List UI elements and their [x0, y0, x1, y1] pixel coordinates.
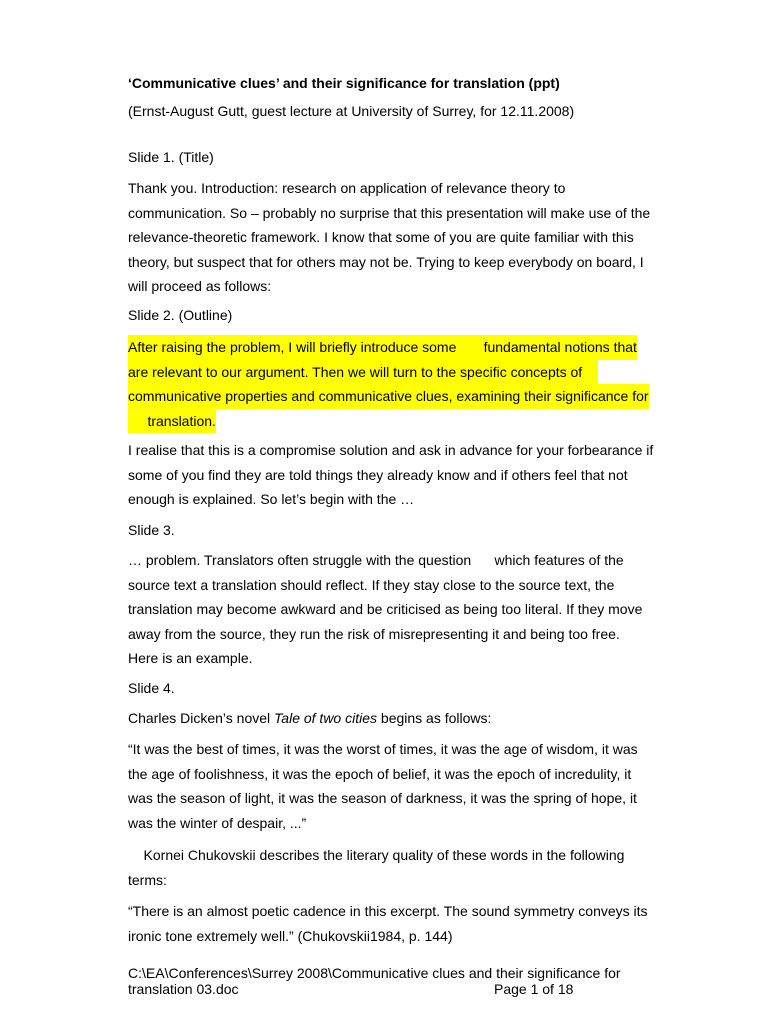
quote-line: was the season of light, it was the season of darkness, it was the spring of hope, it	[128, 790, 637, 806]
highlighted-outline-paragraph	[128, 335, 648, 433]
problem-line: Here is an example.	[128, 650, 253, 666]
problem-line: translation may become awkward and be criticised as being too literal. If they move	[128, 601, 643, 617]
cadence-line: “There is an almost poetic cadence in this excerpt. The sound symmetry conveys its	[128, 903, 648, 919]
highlighted-line: After raising the problem, I will briefly introduce some fundamental notions that	[128, 335, 637, 360]
compromise-paragraph	[128, 438, 654, 512]
highlighted-line: communicative properties and communicative clues, examining their significance for	[128, 384, 649, 409]
chukovskii-line: Kornei Chukovskii describes the literary quality of these words in the following	[128, 847, 625, 863]
page-number: Page 1 of 18	[494, 981, 574, 997]
problem-line: source text a translation should reflect. If they stay close to the source text, the	[128, 576, 615, 593]
slide4-heading: Slide 4.	[128, 680, 175, 696]
novel-title: Tale of two cities	[274, 710, 378, 726]
chukovskii-line: terms:	[128, 871, 167, 888]
file-path-line: C:\EA\Conferences\Surrey 2008\Communicative clues and their significance for	[128, 965, 621, 981]
file-path-line: translation 03.doc	[128, 981, 239, 997]
compromise-line: enough is explained. So let’s begin with the …	[128, 491, 415, 507]
problem-line: … problem. Translators often struggle with the question which features of the	[128, 552, 624, 568]
intro-line: relevance-theoretic framework. I know that some of you are quite familiar with this	[128, 229, 634, 245]
highlighted-line: translation.	[128, 409, 216, 434]
novel-intro: Charles Dicken’s novel Tale of two cities begins as follows:	[128, 710, 492, 726]
page-footer	[128, 965, 648, 997]
document-title: ‘Communicative clues’ and their significance for translation (ppt)	[128, 75, 560, 91]
intro-line: will proceed as follows:	[128, 278, 272, 294]
intro-line: communication. So – probably no surprise that this presentation will make use of the	[128, 204, 651, 221]
compromise-line: some of you find they are told things they already know and if others feel that not	[128, 466, 628, 483]
quote-line: “It was the best of times, it was the worst of times, it was the age of wisdom, it was	[128, 741, 638, 757]
quote-line: was the winter of despair, ...”	[128, 814, 307, 831]
cadence-quote	[128, 899, 648, 948]
intro-paragraph	[128, 176, 651, 299]
quote-line: the age of foolishness, it was the epoch of belief, it was the epoch of incredulity, it	[128, 765, 632, 782]
compromise-line: I realise that this is a compromise solution and ask in advance for your forbearance if	[128, 442, 654, 458]
problem-paragraph	[128, 548, 648, 671]
slide3-heading: Slide 3.	[128, 522, 175, 538]
intro-line: Thank you. Introduction: research on application of relevance theory to	[128, 180, 566, 196]
dickens-quote	[128, 737, 648, 835]
chukovskii-paragraph	[128, 843, 648, 892]
slide2-heading: Slide 2. (Outline)	[128, 307, 233, 323]
highlighted-line: are relevant to our argument. Then we will turn to the specific concepts of	[128, 360, 598, 385]
document-subtitle: (Ernst-August Gutt, guest lecture at University of Surrey, for 12.11.2008)	[128, 103, 575, 119]
cadence-line: ironic tone extremely well.” (Chukovskii1984, p. 144)	[128, 927, 453, 944]
problem-line: away from the source, they run the risk of misrepresenting it and being too free.	[128, 625, 620, 642]
slide1-heading: Slide 1. (Title)	[128, 149, 214, 165]
intro-line: theory, but suspect that for others may not be. Trying to keep everybody on board, I	[128, 253, 644, 270]
